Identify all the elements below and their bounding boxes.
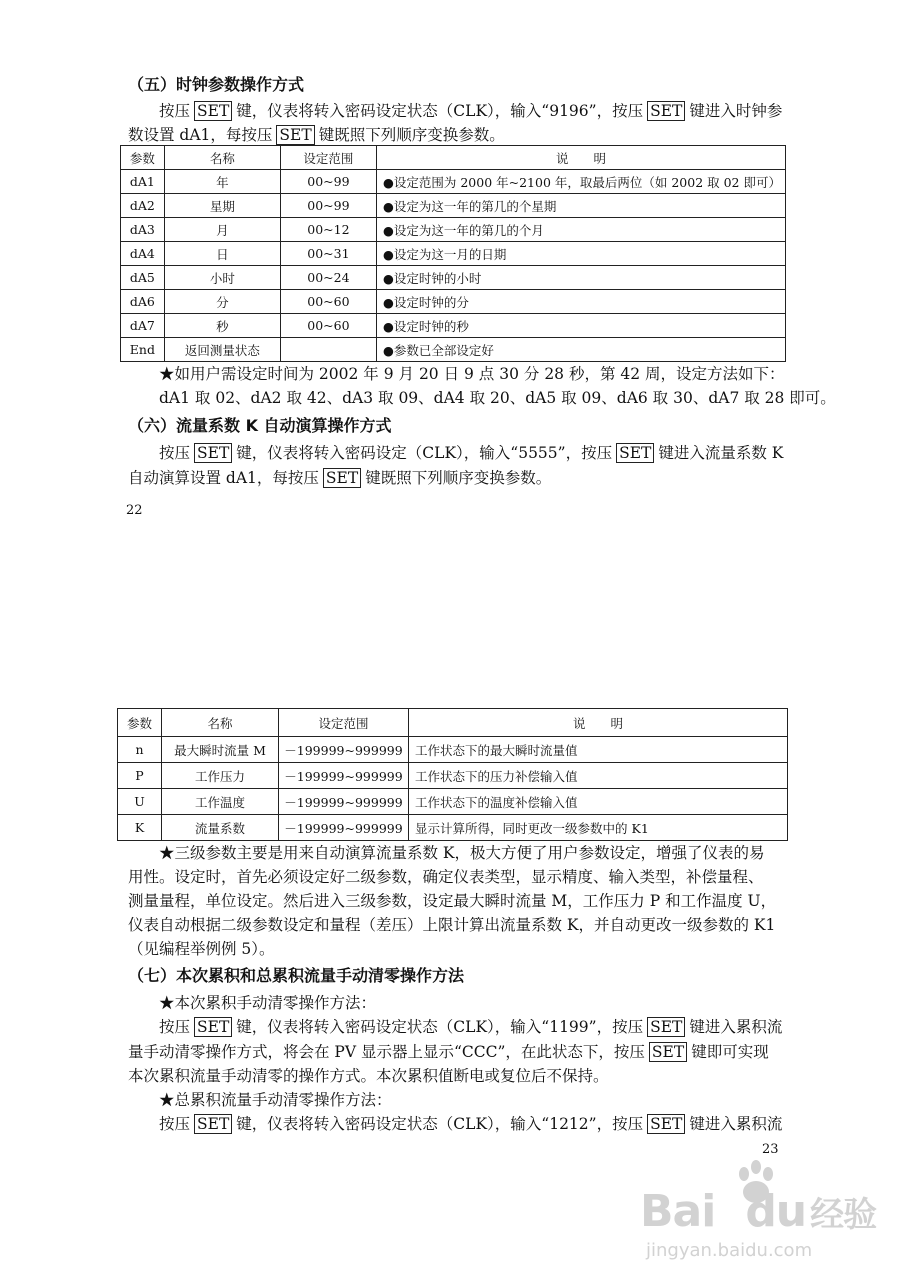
table-header-cell: 设定范围	[279, 709, 409, 737]
table-row	[118, 763, 788, 789]
table-cell: 秒	[164, 314, 280, 338]
table-cell: 工作状态下的最大瞬时流量值	[409, 737, 788, 763]
set-key-label: SET	[647, 101, 685, 121]
table-cell: 00~60	[280, 314, 376, 338]
level3-note-line: 用性。设定时，首先必须设定好二级参数，确定仪表类型，显示精度、输入类型，补偿量程、	[128, 868, 764, 886]
table-cell: －199999~999999	[279, 737, 409, 763]
set-key-label: SET	[194, 101, 232, 121]
table-cell: 小时	[164, 266, 280, 290]
table-cell: 显示计算所得，同时更改一级参数中的 K1	[409, 815, 788, 841]
section-5-paragraph-line1: 按压 SET 键，仪表将转入密码设定状态（CLK），输入“9196”，按压 SET 键进入时钟参	[159, 102, 783, 120]
section-5-paragraph-line2: 数设置 dA1，每按压 SET 键既照下列顺序变换参数。	[128, 126, 505, 144]
table-header-cell: 名称	[164, 146, 280, 170]
table-row	[121, 194, 786, 218]
table-header-cell: 说 明	[409, 709, 788, 737]
table-row	[121, 170, 786, 194]
set-key-label: SET	[194, 1114, 232, 1134]
section-7-subheading-2: ★总累积流量手动清零操作方法：	[159, 1091, 392, 1109]
table-header-row	[118, 709, 788, 737]
table-cell: 00~24	[280, 266, 376, 290]
table-header-cell: 说 明	[376, 146, 785, 170]
table-cell: dA2	[121, 194, 165, 218]
level3-note-line: ★三级参数主要是用来自动演算流量系数 K，极大方便了用户参数设定，增强了仪表的易	[159, 844, 765, 862]
level3-note-line: 仪表自动根据二级参数设定和量程（差压）上限计算出流量系数 K，并自动更改一级参数的 K1	[128, 916, 776, 934]
table-cell: 00~99	[280, 170, 376, 194]
table-cell: ●设定为这一月的日期	[376, 242, 785, 266]
table-cell: ●参数已全部设定好	[376, 338, 785, 362]
table-cell: 返回测量状态	[164, 338, 280, 362]
table-cell: ●设定时钟的秒	[376, 314, 785, 338]
table-cell: 工作温度	[162, 789, 279, 815]
table-cell: dA5	[121, 266, 165, 290]
table-row	[121, 314, 786, 338]
table-cell: 00~60	[280, 290, 376, 314]
table-header-cell: 参数	[121, 146, 165, 170]
set-key-label: SET	[647, 1017, 685, 1037]
table-cell: 年	[164, 170, 280, 194]
clock-parameter-table	[120, 145, 786, 362]
set-key-label: SET	[194, 443, 232, 463]
table-cell: －199999~999999	[279, 815, 409, 841]
table-row	[118, 737, 788, 763]
table-cell: ●设定为这一年的第几的个月	[376, 218, 785, 242]
table-cell: ●设定时钟的小时	[376, 266, 785, 290]
set-key-label: SET	[323, 468, 361, 488]
watermark-url: jingyan.baidu.com	[646, 1240, 813, 1261]
table-row	[121, 218, 786, 242]
table-cell: U	[118, 789, 162, 815]
table-cell: ●设定范围为 2000 年~2100 年，取最后两位（如 2002 取 02 即可）	[376, 170, 785, 194]
table-cell: 日	[164, 242, 280, 266]
table-header-cell: 设定范围	[280, 146, 376, 170]
page-number-23: 23	[762, 1142, 779, 1157]
table-cell: 工作压力	[162, 763, 279, 789]
table-cell: dA4	[121, 242, 165, 266]
table-row	[121, 266, 786, 290]
section-6-paragraph-line2: 自动演算设置 dA1，每按压 SET 键既照下列顺序变换参数。	[128, 469, 552, 487]
table-cell: 分	[164, 290, 280, 314]
clock-example-note: ★如用户需设定时间为 2002 年 9 月 20 日 9 点 30 分 28 秒，第 42 周，设定方法如下：	[159, 365, 785, 383]
table-cell: 00~12	[280, 218, 376, 242]
table-cell: End	[121, 338, 165, 362]
table-cell: ●设定为这一年的第几的个星期	[376, 194, 785, 218]
set-key-label: SET	[194, 1017, 232, 1037]
set-key-label: SET	[276, 125, 314, 145]
level3-note-line: 测量量程，单位设定。然后进入三级参数，设定最大瞬时流量 M，工作压力 P 和工作温度 U，	[128, 892, 777, 910]
table-cell: ●设定时钟的分	[376, 290, 785, 314]
table-cell: n	[118, 737, 162, 763]
table-cell: dA6	[121, 290, 165, 314]
table-cell: P	[118, 763, 162, 789]
table-cell	[280, 338, 376, 362]
table-row	[121, 242, 786, 266]
table-cell: 最大瞬时流量 M	[162, 737, 279, 763]
level3-note-line: （见编程举例例 5）。	[128, 940, 275, 958]
table-header-row	[121, 146, 786, 170]
table-cell: －199999~999999	[279, 789, 409, 815]
table-cell: 00~31	[280, 242, 376, 266]
table-header-cell: 参数	[118, 709, 162, 737]
section-5-heading: （五）时钟参数操作方式	[128, 75, 305, 94]
set-key-label: SET	[647, 1114, 685, 1134]
watermark-brand: Bai du 经验	[640, 1186, 877, 1237]
baidu-jingyan-watermark	[640, 1158, 877, 1268]
table-header-cell: 名称	[162, 709, 279, 737]
table-cell: 月	[164, 218, 280, 242]
table-cell: 星期	[164, 194, 280, 218]
table-cell: 00~99	[280, 194, 376, 218]
page-number-22: 22	[126, 503, 143, 518]
table-cell: －199999~999999	[279, 763, 409, 789]
table-cell: K	[118, 815, 162, 841]
level3-parameter-table	[117, 708, 788, 841]
section-7-paragraph-line4: 按压 SET 键，仪表将转入密码设定状态（CLK），输入“1212”，按压 SET 键进入累积流	[159, 1115, 783, 1133]
section-7-subheading-1: ★本次累积手动清零操作方法：	[159, 994, 377, 1012]
table-row	[118, 815, 788, 841]
set-key-label: SET	[649, 1042, 687, 1062]
table-cell: dA7	[121, 314, 165, 338]
section-6-paragraph-line1: 按压 SET 键，仪表将转入密码设定（CLK），输入“5555”，按压 SET 键进入流量系数 K	[159, 444, 784, 462]
section-7-paragraph-line3: 本次累积流量手动清零的操作方式。本次累积值断电或复位后不保持。	[128, 1067, 609, 1085]
table-cell: 流量系数	[162, 815, 279, 841]
section-7-heading: （七）本次累积和总累积流量手动清零操作方法	[128, 966, 465, 985]
table-cell: 工作状态下的压力补偿输入值	[409, 763, 788, 789]
table-cell: 工作状态下的温度补偿输入值	[409, 789, 788, 815]
section-7-paragraph-line1: 按压 SET 键，仪表将转入密码设定状态（CLK），输入“1199”，按压 SET 键进入累积流	[159, 1018, 783, 1036]
table-row	[121, 338, 786, 362]
table-row	[118, 789, 788, 815]
table-row	[121, 290, 786, 314]
clock-example-values: dA1 取 02、dA2 取 42、dA3 取 09、dA4 取 20、dA5 取 09、dA6 取 30、dA7 取 28 即可。	[159, 389, 836, 407]
section-7-paragraph-line2: 量手动清零操作方式，将会在 PV 显示器上显示“CCC”，在此状态下，按压 SET 键即可实现	[128, 1043, 769, 1061]
table-cell: dA3	[121, 218, 165, 242]
table-cell: dA1	[121, 170, 165, 194]
section-6-heading: （六）流量系数 K 自动演算操作方式	[128, 416, 392, 435]
set-key-label: SET	[616, 443, 654, 463]
